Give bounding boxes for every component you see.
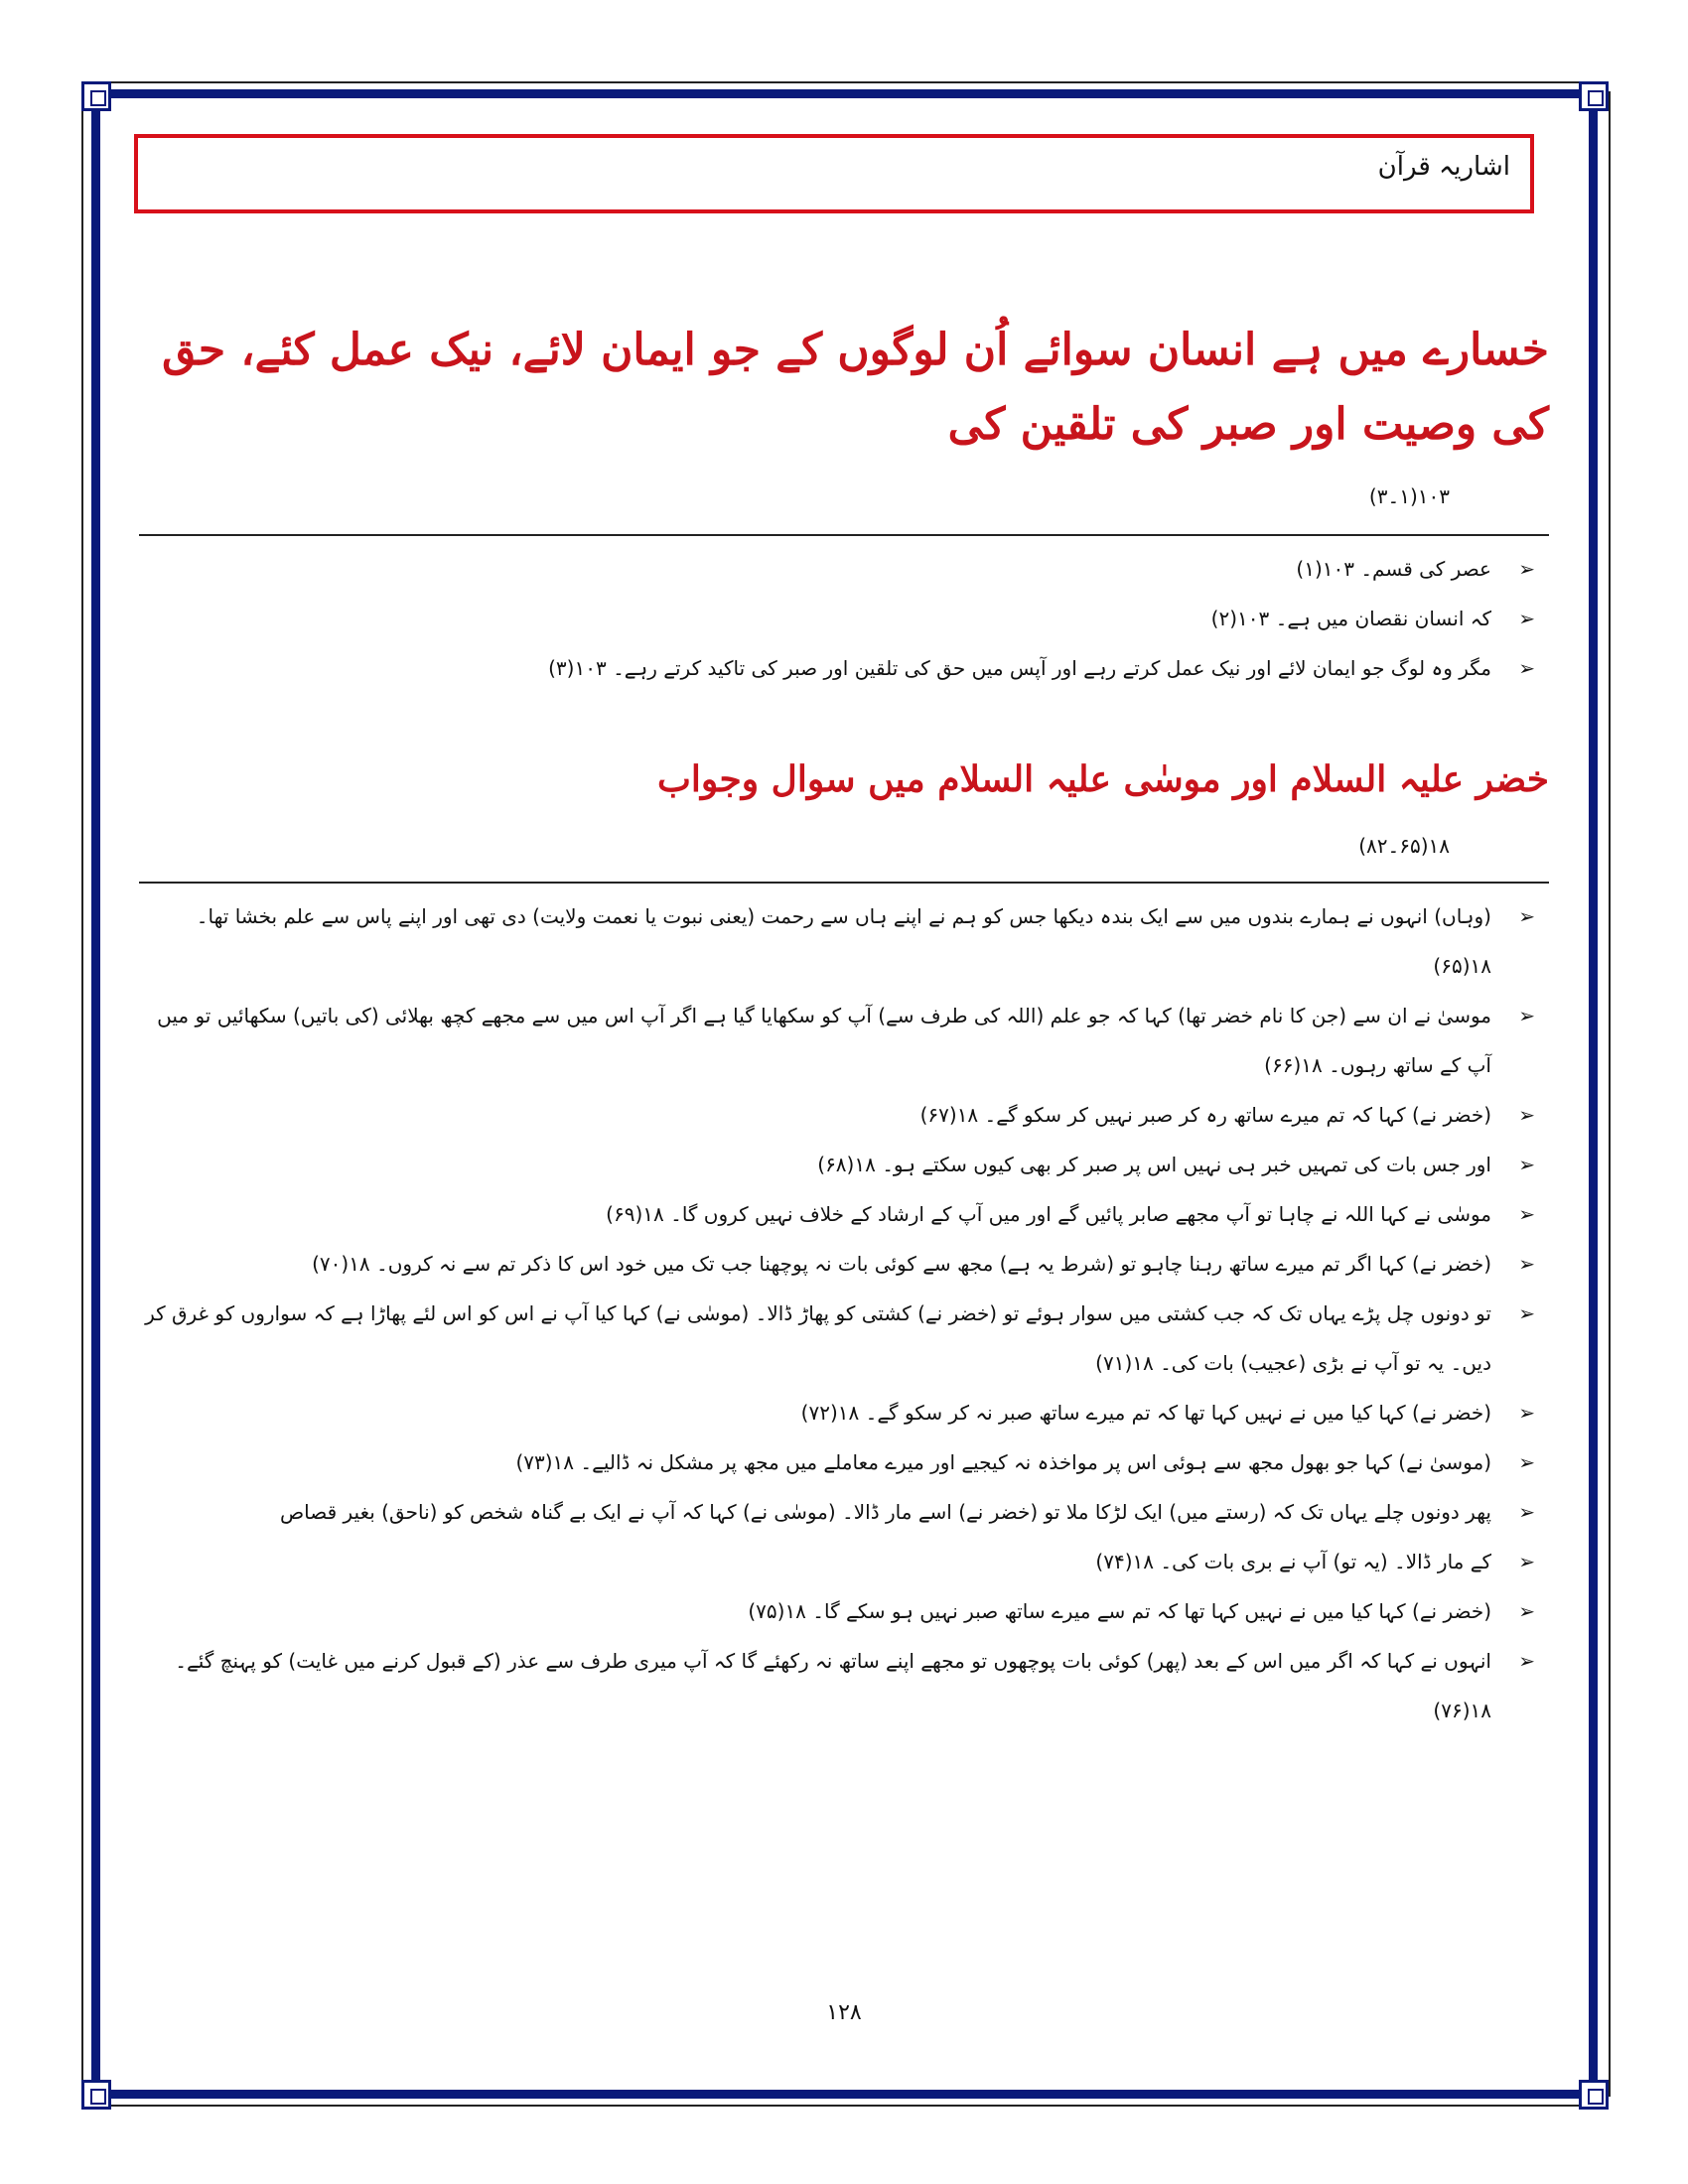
arrow-bullet-icon: ➢ bbox=[1518, 1401, 1535, 1425]
list-item: ➢ عصر کی قسم۔ ۱۰۳(۱) bbox=[139, 544, 1549, 594]
arrow-bullet-icon: ➢ bbox=[1518, 1153, 1535, 1176]
section-divider bbox=[139, 882, 1549, 884]
arrow-bullet-icon: ➢ bbox=[1518, 1649, 1535, 1673]
corner-ornament-bottom-left bbox=[81, 2080, 111, 2110]
arrow-bullet-icon: ➢ bbox=[1518, 1599, 1535, 1623]
list-item: ➢ تو دونوں چل پڑے یہاں تک کہ جب کشتی میں سوار ہوئے تو (خضر نے) کشتی کو پھاڑ ڈالا۔ (موسٰی نے) کہا کیا آپ نے اس کو اس لئے پھاڑا ہے کہ سواروں کو غرق کر دیں۔ یہ تو آپ نے بڑی (عجیب) بات کی۔ ۱۸(۷۱) bbox=[139, 1289, 1549, 1388]
arrow-bullet-icon: ➢ bbox=[1518, 1450, 1535, 1474]
section-reference: ۱۰۳(۱۔۳) bbox=[1368, 484, 1450, 508]
section-2 bbox=[139, 750, 1549, 809]
list-item: ➢ انہوں نے کہا کہ اگر میں اس کے بعد (پھر) کوئی بات پوچھوں تو مجھے اپنے ساتھ نہ رکھئے گا کہ آپ میری طرف سے عذر (کے قبول کرنے میں غایت) کو پہنچ گئے۔ ۱۸(۷۶) bbox=[139, 1636, 1549, 1735]
list-item: ➢ (خضر نے) کہا کیا میں نے نہیں کہا تھا کہ تم سے میرے ساتھ صبر نہیں ہو سکے گا۔ ۱۸(۷۵) bbox=[139, 1586, 1549, 1636]
section-reference: ۱۸(۶۵۔۸۲) bbox=[1358, 834, 1450, 858]
arrow-bullet-icon: ➢ bbox=[1518, 557, 1535, 581]
section-2-entries bbox=[139, 891, 1549, 1735]
section-divider bbox=[139, 534, 1549, 536]
section-title: خسارے میں ہے انسان سوائے اُن لوگوں کے جو ایمان لائے، نیک عمل کئے، حق کی وصیت اور صبر کی تلقین کی bbox=[162, 325, 1549, 450]
arrow-bullet-icon: ➢ bbox=[1518, 656, 1535, 680]
list-item: ➢ کہ انسان نقصان میں ہے۔ ۱۰۳(۲) bbox=[139, 594, 1549, 643]
list-item: ➢ (موسیٰ نے) کہا جو بھول مجھ سے ہوئی اس پر مواخذہ نہ کیجیے اور میرے معاملے میں مجھ پر مشکل نہ ڈالیے۔ ۱۸(۷۳) bbox=[139, 1437, 1549, 1487]
list-item: ➢ (خضر نے) کہا کہ تم میرے ساتھ رہ کر صبر نہیں کر سکو گے۔ ۱۸(۶۷) bbox=[139, 1090, 1549, 1140]
corner-ornament-top-right bbox=[1579, 81, 1609, 111]
arrow-bullet-icon: ➢ bbox=[1518, 607, 1535, 630]
section-title: خضر علیہ السلام اور موسٰی علیہ السلام میں سوال وجواب bbox=[657, 758, 1549, 800]
list-item: ➢ (خضر نے) کہا اگر تم میرے ساتھ رہنا چاہو تو (شرط یہ ہے) مجھ سے کوئی بات نہ پوچھنا جب تک میں خود اس کا ذکر تم سے نہ کروں۔ ۱۸(۷۰) bbox=[139, 1239, 1549, 1289]
list-item: ➢ موسٰی نے کہا اللہ نے چاہا تو آپ مجھے صابر پائیں گے اور میں آپ کے ارشاد کے خلاف نہیں کروں گا۔ ۱۸(۶۹) bbox=[139, 1189, 1549, 1239]
list-item: ➢ (وہاں) انہوں نے ہمارے بندوں میں سے ایک بندہ دیکھا جس کو ہم نے اپنے ہاں سے رحمت (یعنی نبوت یا نعمت ولایت) دی تھی اور اپنے پاس سے علم بخشا تھا۔ ۱۸(۶۵) bbox=[139, 891, 1549, 991]
header-title: اشاریہ قرآن bbox=[1377, 152, 1510, 182]
header-box bbox=[134, 134, 1534, 213]
list-item: ➢ کے مار ڈالا۔ (یہ تو) آپ نے بری بات کی۔ ۱۸(۷۴) bbox=[139, 1537, 1549, 1586]
arrow-bullet-icon: ➢ bbox=[1518, 904, 1535, 928]
list-item: ➢ (خضر نے) کہا کیا میں نے نہیں کہا تھا کہ تم میرے ساتھ صبر نہ کر سکو گے۔ ۱۸(۷۲) bbox=[139, 1388, 1549, 1437]
list-item: ➢ موسیٰ نے ان سے (جن کا نام خضر تھا) کہا کہ جو علم (اللہ کی طرف سے) آپ کو سکھایا گیا ہے اگر آپ اس میں سے مجھے کچھ بھلائی (کی باتیں) سکھائیں تو میں آپ کے ساتھ رہوں۔ ۱۸(۶۶) bbox=[139, 991, 1549, 1090]
section-1 bbox=[139, 313, 1549, 462]
arrow-bullet-icon: ➢ bbox=[1518, 1301, 1535, 1325]
arrow-bullet-icon: ➢ bbox=[1518, 1252, 1535, 1276]
arrow-bullet-icon: ➢ bbox=[1518, 1004, 1535, 1027]
corner-ornament-bottom-right bbox=[1579, 2080, 1609, 2110]
page-number: ۱۲۸ bbox=[826, 2000, 862, 2025]
section-1-entries bbox=[139, 544, 1549, 693]
list-item: ➢ اور جس بات کی تمہیں خبر ہی نہیں اس پر صبر کر بھی کیوں سکتے ہو۔ ۱۸(۶۸) bbox=[139, 1140, 1549, 1189]
list-item: ➢ پھر دونوں چلے یہاں تک کہ (رستے میں) ایک لڑکا ملا تو (خضر نے) اسے مار ڈالا۔ (موسٰی نے) کہا کہ آپ نے ایک بے گناہ شخص کو (ناحق) بغیر قصاص bbox=[139, 1487, 1549, 1537]
arrow-bullet-icon: ➢ bbox=[1518, 1202, 1535, 1226]
arrow-bullet-icon: ➢ bbox=[1518, 1550, 1535, 1573]
list-item: ➢ مگر وہ لوگ جو ایمان لائے اور نیک عمل کرتے رہے اور آپس میں حق کی تلقین اور صبر کی تاکید کرتے رہے۔ ۱۰۳(۳) bbox=[139, 643, 1549, 693]
arrow-bullet-icon: ➢ bbox=[1518, 1500, 1535, 1524]
corner-ornament-top-left bbox=[81, 81, 111, 111]
arrow-bullet-icon: ➢ bbox=[1518, 1103, 1535, 1127]
